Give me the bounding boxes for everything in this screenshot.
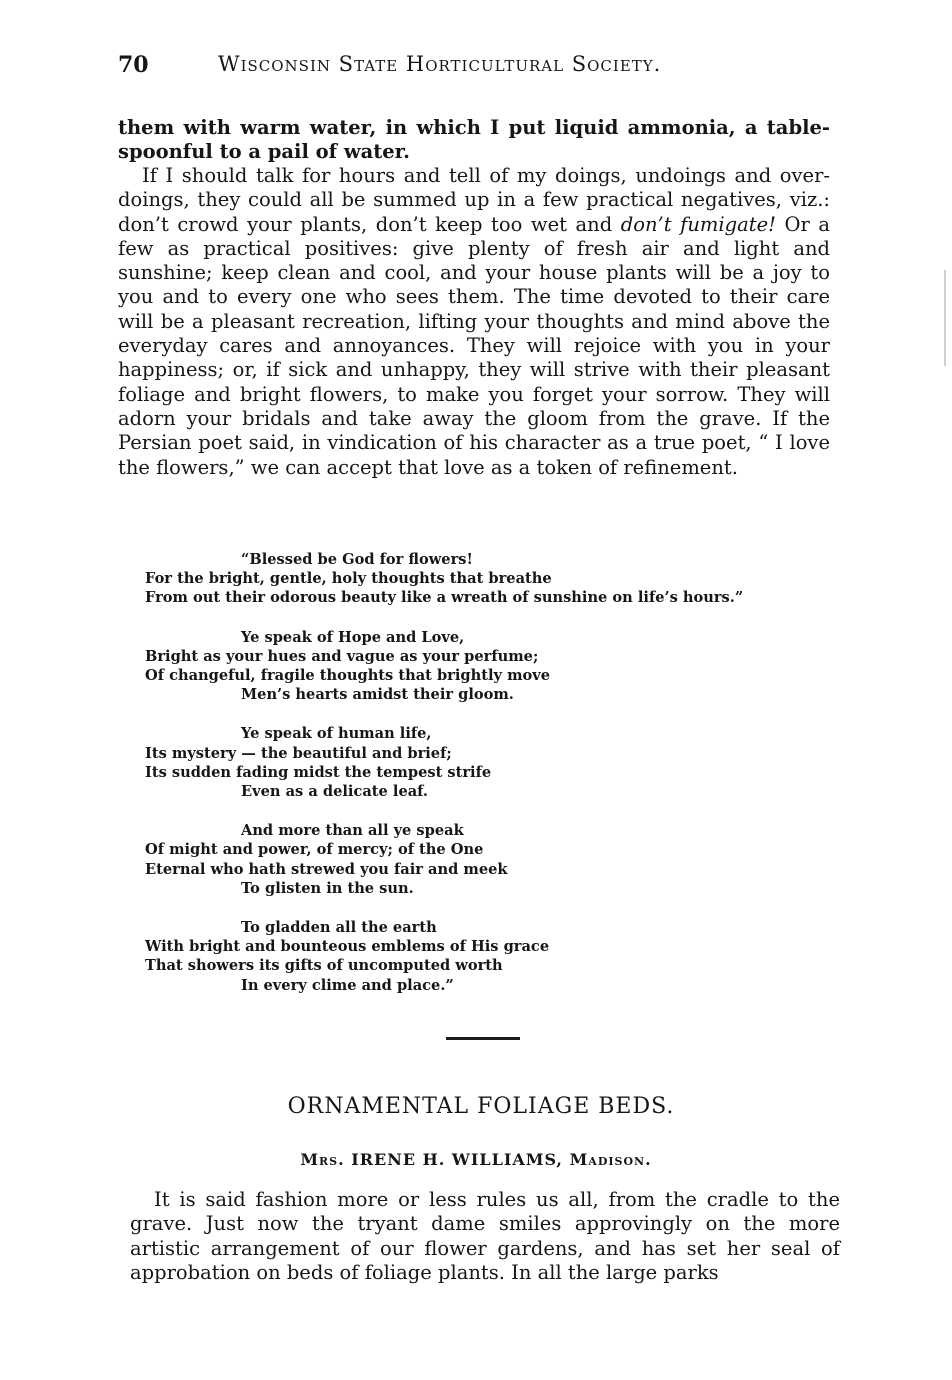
paragraph-text-a: If I should talk for hours and tell of my doings, undoings and over-doings, they could all be summed up in a few practical negatives, viz.: don’t crowd your plants, don’t keep too wet and — [118, 164, 830, 236]
poem-stanza — [145, 918, 845, 995]
author-byline: Mrs. IRENE H. WILLIAMS, Madison. — [300, 1150, 652, 1169]
poem-stanza — [145, 628, 845, 705]
poem-line: That showers its gifts of uncomputed worth — [145, 957, 503, 975]
poem-line: Its mystery — the beautiful and brief; — [145, 744, 452, 762]
poem-line: Eternal who hath strewed you fair and meek — [145, 860, 508, 878]
page-number: 70 — [118, 52, 149, 78]
poem-line: With bright and bounteous emblems of His grace — [145, 938, 550, 956]
poem-line: Ye speak of human life, — [241, 725, 432, 743]
poem-stanza — [145, 821, 845, 898]
running-title: Wisconsin State Horticultural Society. — [218, 52, 662, 76]
paragraph-foliage-beds: It is said fashion more or less rules us all, from the cradle to the grave. Just now the tryant dame smiles approvingly on the more artistic arrangement of our flower gardens, and has set her seal of approbation on beds of foliage plants. In all the large parks — [130, 1188, 840, 1284]
section-divider — [446, 1037, 520, 1040]
page-edge-mark — [944, 270, 946, 366]
poem-stanza — [145, 724, 845, 801]
poem-line: And more than all ye speak — [241, 822, 464, 840]
poem-line: Its sudden fading midst the tempest strife — [145, 763, 492, 781]
poem-line: Ye speak of Hope and Love, — [241, 628, 465, 646]
paragraph-continued: them with warm water, in which I put liquid ammonia, a table-spoonful to a pail of water. — [118, 116, 830, 164]
paragraph-houseplant-advice — [118, 164, 830, 480]
paragraph-emphasis: don’t fumigate! — [620, 212, 776, 236]
poem-quotation — [145, 550, 845, 1015]
poem-line: Of changeful, fragile thoughts that brightly move — [145, 667, 551, 685]
poem-stanza — [145, 550, 845, 608]
poem-line: Bright as your hues and vague as your perfume; — [145, 647, 539, 665]
poem-line: To glisten in the sun. — [241, 879, 414, 897]
poem-line: To gladden all the earth — [241, 919, 437, 937]
poem-line: Men’s hearts amidst their gloom. — [241, 686, 514, 704]
paragraph-text-b: Or a few as practical positives: give plenty of fresh air and light and sunshine; keep clean and cool, and your house plants will be a joy to you and to every one who sees them. The time devoted to their care will be a pleasant recreation, lifting your thoughts and mind above the everyday cares and annoyances. They will rejoice with you in your happiness; or, if sick and unhappy, they will strive with their pleasant foliage and bright flowers, to make you forget your sorrow. They will adorn your bridals and take away the gloom from the grave. If the Persian poet said, in vindication of his character as a true poet, “ I love the flowers,” we can accept that love as a token of refinement. — [118, 212, 831, 479]
poem-line: In every clime and place.” — [241, 976, 454, 994]
poem-line: From out their odorous beauty like a wreath of sunshine on life’s hours.” — [145, 589, 744, 607]
section-title: ORNAMENTAL FOLIAGE BEDS. — [287, 1094, 675, 1119]
poem-line: For the bright, gentle, holy thoughts that breathe — [145, 570, 552, 588]
poem-line: Even as a delicate leaf. — [241, 783, 429, 801]
running-head — [118, 52, 838, 82]
poem-line: “Blessed be God for flowers! — [241, 551, 473, 568]
poem-line: Of might and power, of mercy; of the One — [145, 841, 484, 859]
